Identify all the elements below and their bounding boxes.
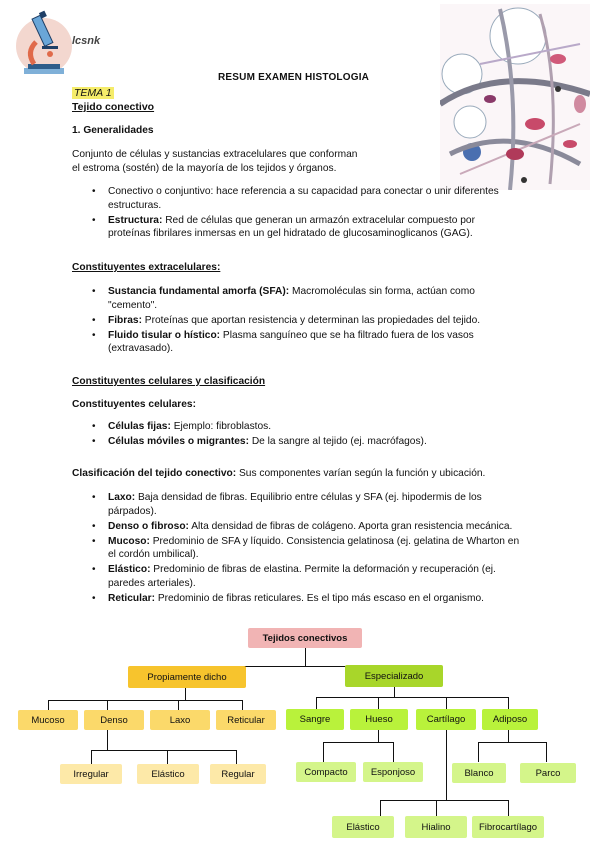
- connector: [242, 700, 243, 710]
- diagram-node-fibrocartilago: Fibrocartílago: [472, 816, 544, 838]
- diagram-node-blanco: Blanco: [452, 763, 506, 783]
- list-item: [108, 185, 518, 212]
- list-item: [108, 314, 518, 328]
- connector: [323, 742, 393, 743]
- list-item: [108, 563, 526, 590]
- clasificacion-text: Sus componentes varían según la función y ubicación.: [236, 468, 486, 479]
- connector: [478, 742, 546, 743]
- connector: [378, 697, 379, 709]
- item-text: Predominio de fibras reticulares. Es el tipo más escaso en el organismo.: [155, 592, 484, 604]
- connector: [91, 750, 236, 751]
- intro-line-2: el estroma (sostén) de la mayoría de los tejidos y órganos.: [72, 162, 337, 174]
- list-item: [108, 435, 518, 449]
- diagram-node-irregular: Irregular: [60, 764, 122, 784]
- item-text: Predominio de fibras de elastina. Permite la deformación y recuperación (ej. paredes arteriales).: [108, 564, 496, 589]
- connector: [316, 697, 508, 698]
- diagram-node-elastico-denso: Elástico: [137, 764, 199, 784]
- item-text: Baja densidad de fibras. Equilibrio entre células y SFA (ej. hipodermis de los párpados).: [108, 492, 482, 517]
- list-item: [108, 592, 526, 606]
- diagram-node-hueso: Hueso: [350, 709, 408, 730]
- diagram-node-elastico-cartilago: Elástico: [332, 816, 394, 838]
- diagram-node-hialino: Hialino: [405, 816, 467, 838]
- diagram-node-cartilago: Cartílago: [416, 709, 476, 730]
- item-text: De la sangre al tejido (ej. macrófagos).: [248, 436, 427, 447]
- connector: [436, 800, 437, 816]
- diagram-node-sangre: Sangre: [286, 709, 344, 730]
- intro-line-1: Conjunto de células y sustancias extracelulares que conforman: [72, 149, 358, 160]
- list-item: [108, 329, 518, 356]
- diagram-node-propiamente-dicho: Propiamente dicho: [128, 666, 246, 688]
- section-generalidades-intro: [72, 148, 412, 175]
- item-label: Denso o fibroso:: [108, 520, 189, 532]
- classification-diagram: [0, 624, 600, 848]
- item-label: Sustancia fundamental amorfa (SFA):: [108, 286, 290, 297]
- page-title: RESUM EXAMEN HISTOLOGIA: [218, 72, 370, 83]
- list-item: [108, 420, 518, 434]
- list-item: [108, 491, 526, 518]
- connector: [546, 742, 547, 762]
- connector: [378, 730, 379, 742]
- item-text: Predominio de SFA y líquido. Consistencia gelatinosa (ej. gelatina de Wharton en el cordón umbilical).: [108, 535, 520, 560]
- generalidades-list: [108, 185, 518, 242]
- logo-text: lcsnk: [72, 35, 101, 47]
- item-label: Reticular:: [108, 592, 155, 604]
- connector: [107, 730, 108, 750]
- diagram-node-regular: Regular: [210, 764, 266, 784]
- item-label: Elástico:: [108, 564, 151, 575]
- connector: [394, 687, 395, 697]
- extracelulares-list: [108, 285, 518, 357]
- item-text: Conectivo o conjuntivo: hace referencia a su capacidad para conectar o unir diferentes estructuras.: [108, 186, 499, 211]
- item-text: Proteínas que aportan resistencia y determinan las propiedades del tejido.: [141, 314, 481, 326]
- item-text: Plasma sanguíneo que se ha filtrado fuera de los vasos (extravasado).: [108, 329, 474, 354]
- connector: [178, 700, 179, 710]
- clasificacion-label: Clasificación del tejido conectivo:: [72, 468, 237, 479]
- diagram-node-denso: Denso: [84, 710, 144, 730]
- list-item: [108, 520, 526, 534]
- connector: [167, 750, 168, 764]
- connector: [236, 750, 237, 764]
- item-label: Fibras:: [108, 314, 142, 326]
- diagram-node-pardo: Parco: [520, 763, 576, 783]
- item-label: Laxo:: [108, 492, 136, 503]
- item-text: Macromoléculas sin forma, actúan como "cemento".: [108, 286, 475, 311]
- diagram-node-mucoso: Mucoso: [18, 710, 78, 730]
- connector: [91, 750, 92, 764]
- list-item: [108, 214, 518, 241]
- item-label: Fluido tisular o hístico:: [108, 329, 221, 341]
- connector: [48, 700, 49, 710]
- item-text: Alta densidad de fibras de colágeno. Aporta gran resistencia mecánica.: [188, 520, 513, 532]
- section-extracelulares-heading: Constituyentes extracelulares:: [72, 262, 221, 273]
- diagram-node-especializado: Especializado: [345, 665, 443, 687]
- connector: [446, 730, 447, 800]
- connector: [393, 742, 394, 762]
- diagram-node-compacto: Compacto: [296, 762, 356, 782]
- celulares-list: [108, 420, 518, 450]
- section-celulares-heading: Constituyentes celulares y clasificación: [72, 376, 266, 387]
- item-label: Mucoso:: [108, 535, 150, 547]
- section-generalidades-heading: 1. Generalidades: [72, 125, 154, 136]
- connector: [107, 700, 108, 710]
- diagram-node-reticular: Reticular: [216, 710, 276, 730]
- microscope-logo: [14, 8, 74, 80]
- item-label: Células fijas:: [108, 421, 171, 432]
- clasificacion-list: [108, 491, 526, 607]
- connector: [446, 697, 447, 709]
- connective-tissue-illustration: [440, 4, 590, 190]
- item-label: Células móviles o migrantes:: [108, 436, 249, 447]
- connector: [508, 697, 509, 709]
- connector: [508, 800, 509, 816]
- diagram-node-esponjoso: Esponjoso: [363, 762, 423, 782]
- connector: [185, 688, 186, 700]
- diagram-node-laxo: Laxo: [150, 710, 210, 730]
- list-item: [108, 535, 526, 562]
- diagram-root-node: Tejidos conectivos: [248, 628, 362, 648]
- connector: [508, 730, 509, 742]
- item-label: Estructura:: [108, 214, 163, 226]
- item-text: Red de células que generan un armazón extracelular compuesto por proteínas fibrilares inmersas en un gel hidratado de glucosaminoglicanos (GAG).: [108, 214, 475, 239]
- connector: [478, 742, 479, 762]
- list-item: [108, 285, 518, 312]
- tema-label: [72, 87, 114, 99]
- connector: [323, 742, 324, 762]
- connector: [316, 697, 317, 709]
- connector: [380, 800, 508, 801]
- connector: [48, 700, 242, 701]
- subject-heading: Tejido conectivo: [72, 101, 155, 113]
- connector: [380, 800, 381, 816]
- item-text: Ejemplo: fibroblastos.: [170, 421, 272, 432]
- celulares-subheading: Constituyentes celulares:: [72, 399, 196, 410]
- connector: [305, 648, 306, 666]
- diagram-node-adiposo: Adiposo: [482, 709, 538, 730]
- tema-highlight: TEMA 1: [74, 87, 112, 99]
- clasificacion-paragraph: [72, 468, 542, 479]
